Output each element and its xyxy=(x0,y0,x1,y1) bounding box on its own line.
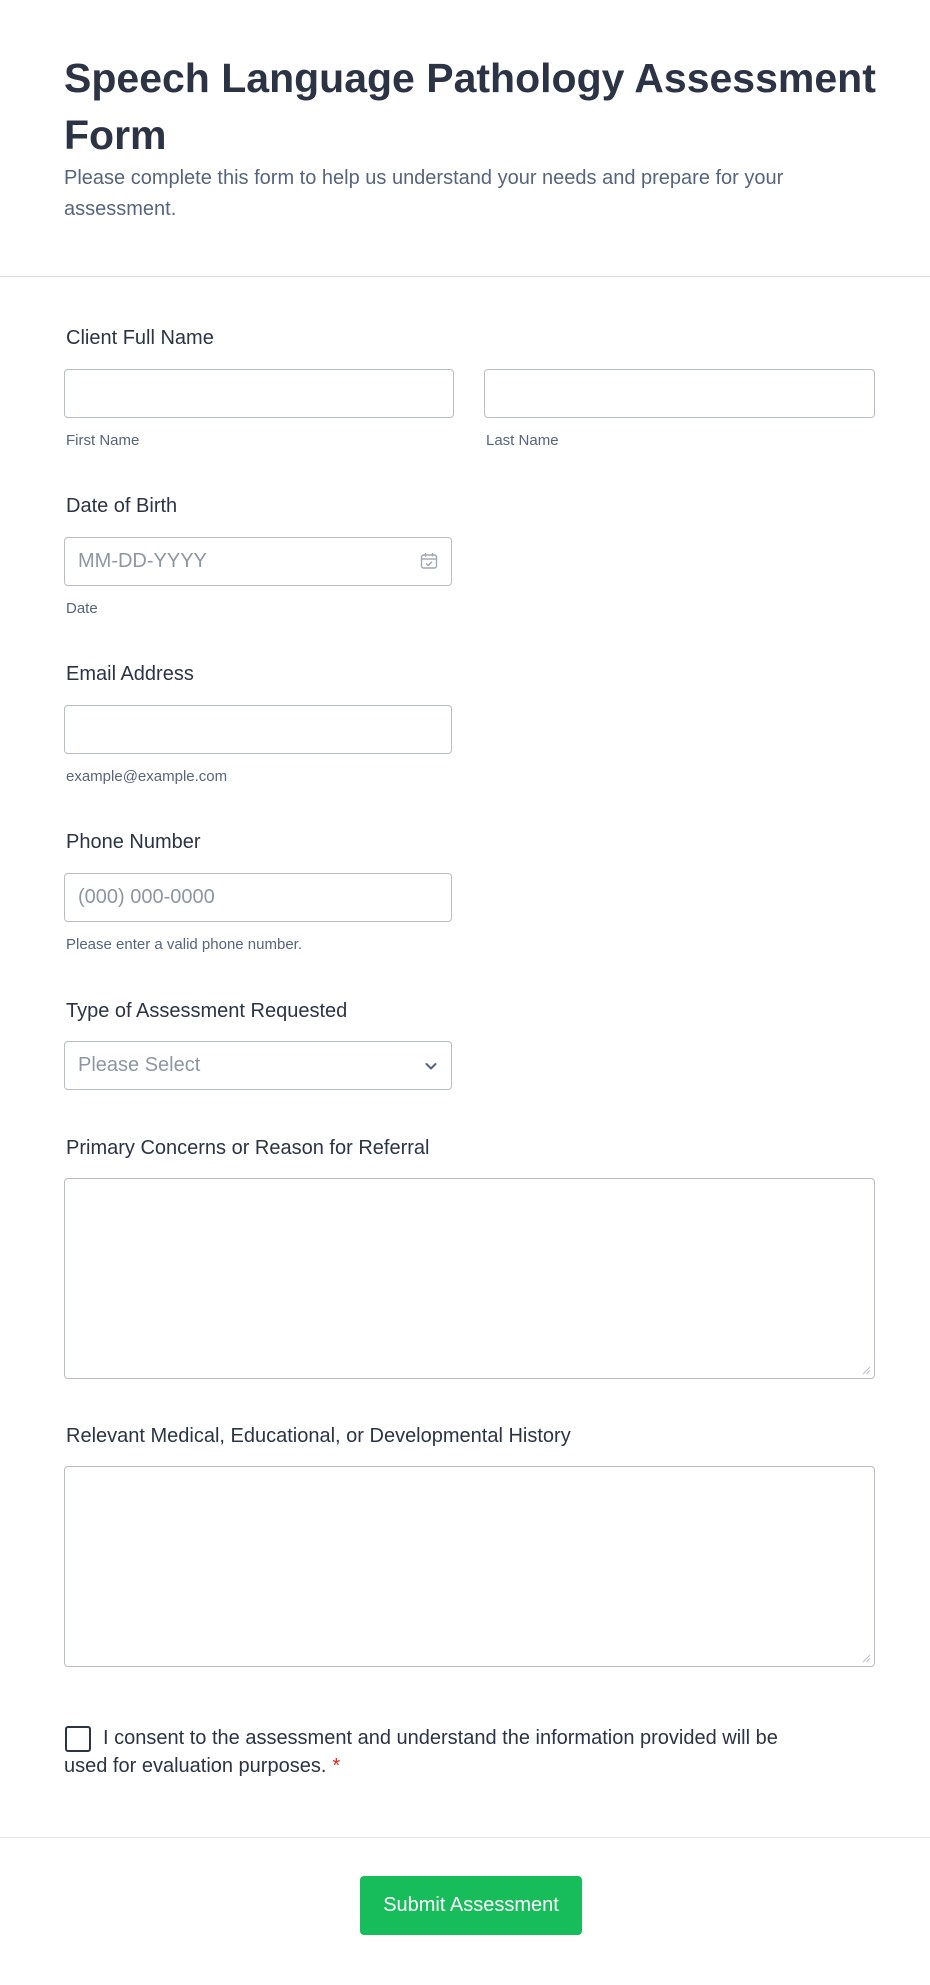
assessment-type-label: Type of Assessment Requested xyxy=(66,1000,348,1022)
calendar-icon[interactable] xyxy=(420,552,438,570)
first-name-input[interactable] xyxy=(64,369,454,418)
email-input[interactable] xyxy=(64,705,452,754)
email-label: Email Address xyxy=(66,663,194,685)
form-subtitle: Please complete this form to help us understand your needs and prepare for your assessment. xyxy=(64,167,784,220)
required-marker: * xyxy=(332,1755,341,1777)
phone-placeholder: (000) 000-0000 xyxy=(78,886,215,908)
assessment-type-select[interactable] xyxy=(64,1041,452,1090)
email-sublabel: example@example.com xyxy=(66,768,228,785)
last-name-sublabel: Last Name xyxy=(486,432,559,449)
history-label: Relevant Medical, Educational, or Developmental History xyxy=(66,1425,571,1447)
history-textarea[interactable] xyxy=(64,1466,875,1667)
dob-sublabel: Date xyxy=(66,600,98,617)
concerns-label: Primary Concerns or Reason for Referral xyxy=(66,1137,430,1159)
consent-text-block xyxy=(64,1724,784,1780)
last-name-input[interactable] xyxy=(484,369,875,418)
phone-sublabel: Please enter a valid phone number. xyxy=(66,936,302,953)
dob-input[interactable] xyxy=(64,537,452,586)
chevron-down-icon xyxy=(423,1058,439,1074)
dob-placeholder: MM-DD-YYYY xyxy=(78,550,207,572)
footer-divider xyxy=(0,1837,930,1838)
client-name-label: Client Full Name xyxy=(66,327,214,349)
form-title: Speech Language Pathology Assessment Form xyxy=(64,55,876,158)
consent-text: I consent to the assessment and understand the information provided will be used for evaluation purposes. xyxy=(64,1727,778,1777)
submit-button[interactable]: Submit Assessment xyxy=(360,1876,582,1935)
form-header xyxy=(0,0,930,277)
resize-grip-icon[interactable] xyxy=(861,1365,871,1375)
concerns-textarea[interactable] xyxy=(64,1178,875,1379)
dob-label: Date of Birth xyxy=(66,495,178,517)
phone-label: Phone Number xyxy=(66,831,201,853)
first-name-sublabel: First Name xyxy=(66,432,140,449)
assessment-type-selected: Please Select xyxy=(78,1054,201,1076)
resize-grip-icon[interactable] xyxy=(861,1653,871,1663)
phone-input[interactable] xyxy=(64,873,452,922)
